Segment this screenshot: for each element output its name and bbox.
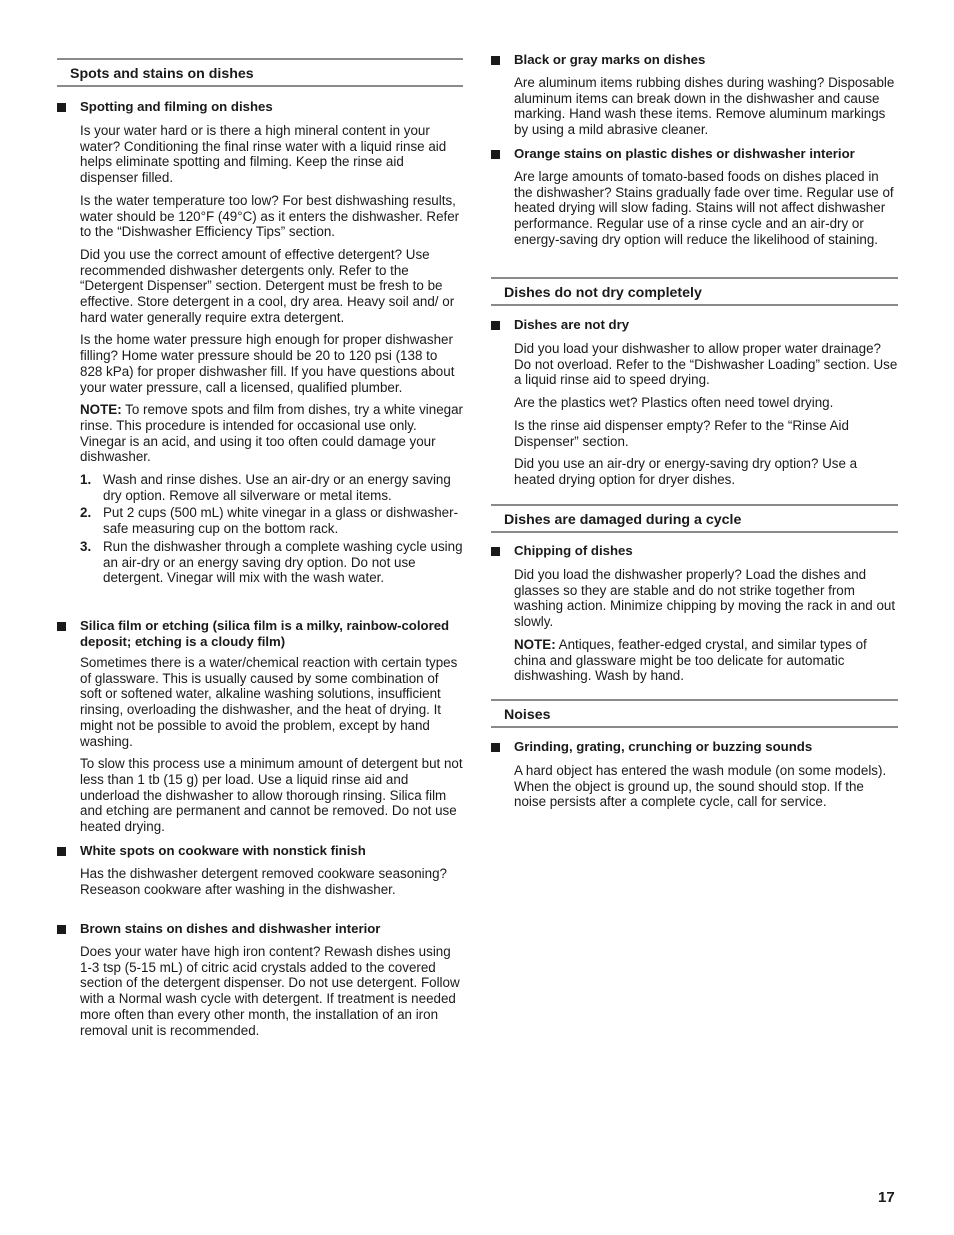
issue-heading: Spotting and filming on dishes bbox=[57, 99, 463, 118]
paragraph: Has the dishwasher detergent removed cookware seasoning? Reseason cookware after washing in the dishwasher. bbox=[80, 866, 447, 897]
issue-not-dry bbox=[491, 317, 898, 495]
section-title: Dishes are damaged during a cycle bbox=[504, 512, 742, 528]
issue-heading: Brown stains on dishes and dishwasher interior bbox=[57, 921, 463, 940]
note-text: To remove spots and film from dishes, try a white vinegar rinse. This procedure is intended for occasional use only. Vinegar is an acid, and using it too often could damage your dishwasher. bbox=[80, 402, 464, 465]
section-header-noises bbox=[491, 699, 898, 728]
issue-heading: White spots on cookware with nonstick finish bbox=[57, 843, 463, 862]
square-bullet-icon bbox=[491, 321, 500, 330]
issue-silica-film bbox=[57, 618, 463, 842]
square-bullet-icon bbox=[57, 622, 66, 631]
issue-heading: Dishes are not dry bbox=[491, 317, 898, 336]
issue-black-marks bbox=[491, 52, 898, 145]
issue-heading: Black or gray marks on dishes bbox=[491, 52, 898, 71]
issue-grinding-sounds bbox=[491, 739, 898, 817]
square-bullet-icon bbox=[57, 103, 66, 112]
issue-spotting-filming bbox=[57, 99, 463, 588]
issue-brown-stains bbox=[57, 921, 463, 1045]
issue-white-spots bbox=[57, 843, 463, 904]
note-paragraph bbox=[80, 402, 463, 465]
vinegar-steps-list bbox=[80, 472, 463, 586]
paragraph: Are the plastics wet? Plastics often need towel drying. bbox=[514, 395, 834, 411]
paragraph: Does your water have high iron content? Rewash dishes using 1-3 tsp (5-15 mL) of citric acid crystals added to the covered section of the detergent dispenser. Do not use detergent. Follow with a Normal wash cycle with detergent. If treatment is needed more often than every other month, the installation of an iron removal unit is recommended. bbox=[80, 944, 460, 1038]
issue-heading: Grinding, grating, crunching or buzzing sounds bbox=[491, 739, 898, 758]
list-item: 1. Wash and rinse dishes. Use an air-dry or an energy saving dry option. Remove all silverware or metal items. bbox=[80, 472, 451, 503]
issue-orange-stains bbox=[491, 146, 898, 255]
paragraph: A hard object has entered the wash module (on some models). When the object is ground up, the sound should stop. If the noise persists after a complete cycle, call for service. bbox=[514, 763, 887, 810]
paragraph: Did you load the dishwasher properly? Load the dishes and glasses so they are stable and do not strike together from washing action. Minimize chipping by moving the rack in and out slowly. bbox=[514, 567, 896, 630]
section-title: Noises bbox=[504, 707, 551, 723]
square-bullet-icon bbox=[57, 847, 66, 856]
paragraph: Sometimes there is a water/chemical reaction with certain types of glassware. This is usually caused by some combination of soft or softened water, alkaline washing solutions, insufficient rinsing, overloading the dishwasher, and the heat of drying. It might not be possible to avoid the problem, except by hand washing. bbox=[80, 655, 458, 749]
issue-heading: Chipping of dishes bbox=[491, 543, 898, 562]
paragraph: Are aluminum items rubbing dishes during washing? Disposable aluminum items can break down in the dishwasher and cause marking. Hand wash these items. Remove aluminum markings by using a mild abrasive cleaner. bbox=[514, 75, 895, 138]
note-label: NOTE: bbox=[514, 636, 556, 652]
section-header-spots bbox=[57, 58, 463, 87]
list-item: 3. Run the dishwasher through a complete washing cycle using an air-dry or an energy saving dry option. Do not use detergent. Vinegar will mix with the wash water. bbox=[80, 538, 463, 586]
section-header-damaged bbox=[491, 504, 898, 533]
issue-chipping bbox=[491, 543, 898, 691]
square-bullet-icon bbox=[491, 56, 500, 65]
paragraph: Is the home water pressure high enough for proper dishwasher filling? Home water pressure should be 20 to 120 psi (138 to 828 kPa) for proper dishwasher fill. If you have questions about your water pressure, call a licensed, qualified plumber. bbox=[80, 332, 455, 395]
paragraph: Are large amounts of tomato-based foods on dishes placed in the dishwasher? Stains gradually fade over time. Regular use of heated drying will slow fading. Stains will not affect dishwasher performance. Regular use of a rinse cycle and an air-dry or energy-saving dry option will reduce the likelihood of staining. bbox=[514, 169, 894, 247]
square-bullet-icon bbox=[57, 925, 66, 934]
square-bullet-icon bbox=[491, 743, 500, 752]
section-title: Spots and stains on dishes bbox=[70, 66, 254, 82]
square-bullet-icon bbox=[491, 547, 500, 556]
issue-heading: Silica film or etching (silica film is a milky, rainbow-colored deposit; etching is a cloudy film) bbox=[57, 618, 463, 654]
paragraph: Is the water temperature too low? For best dishwashing results, water should be 120°F (49°C) as it enters the dishwasher. Refer to the “Dishwasher Efficiency Tips” section. bbox=[80, 192, 460, 240]
note-text: Antiques, feather-edged crystal, and similar types of china and glassware might be too delicate for automatic dishwashing. Wash by hand. bbox=[514, 636, 867, 684]
square-bullet-icon bbox=[491, 150, 500, 159]
paragraph: Did you load your dishwasher to allow proper water drainage? Do not overload. Refer to the “Dishwasher Loading” section. Use a liquid rinse aid to speed drying. bbox=[514, 341, 898, 388]
note-paragraph bbox=[514, 637, 898, 684]
issue-heading: Orange stains on plastic dishes or dishwasher interior bbox=[491, 146, 898, 165]
section-title: Dishes do not dry completely bbox=[504, 285, 702, 301]
paragraph: To slow this process use a minimum amount of detergent but not less than 1 tb (15 g) per load. Use a liquid rinse aid and underload the dishwasher to allow thorough rinsing. Silica film and etching are permanent and cannot be removed. Do not use heated drying. bbox=[80, 756, 463, 835]
paragraph: Is the rinse aid dispenser empty? Refer to the “Rinse Aid Dispenser” section. bbox=[514, 417, 849, 449]
paragraph: Did you use the correct amount of effective detergent? Use recommended dishwasher detergents only. Refer to the “Detergent Dispenser” section. Detergent must be fresh to be effective. Store detergent in a cool, dry area. Heavy soil and/ or hard water generally require extra detergent. bbox=[80, 246, 455, 325]
note-label: NOTE: bbox=[80, 402, 122, 418]
section-header-dry bbox=[491, 277, 898, 306]
page-number: 17 bbox=[878, 1189, 895, 1206]
list-item: 2. Put 2 cups (500 mL) white vinegar in a glass or dishwasher-safe measuring cup on the bottom rack. bbox=[80, 505, 459, 537]
paragraph: Is your water hard or is there a high mineral content in your water? Conditioning the final rinse water with a liquid rinse aid helps eliminate spotting and filming. Keep the rinse aid dispenser filled. bbox=[80, 123, 447, 186]
paragraph: Did you use an air-dry or energy-saving dry option? Use a heated drying option for dryer dishes. bbox=[514, 456, 858, 487]
